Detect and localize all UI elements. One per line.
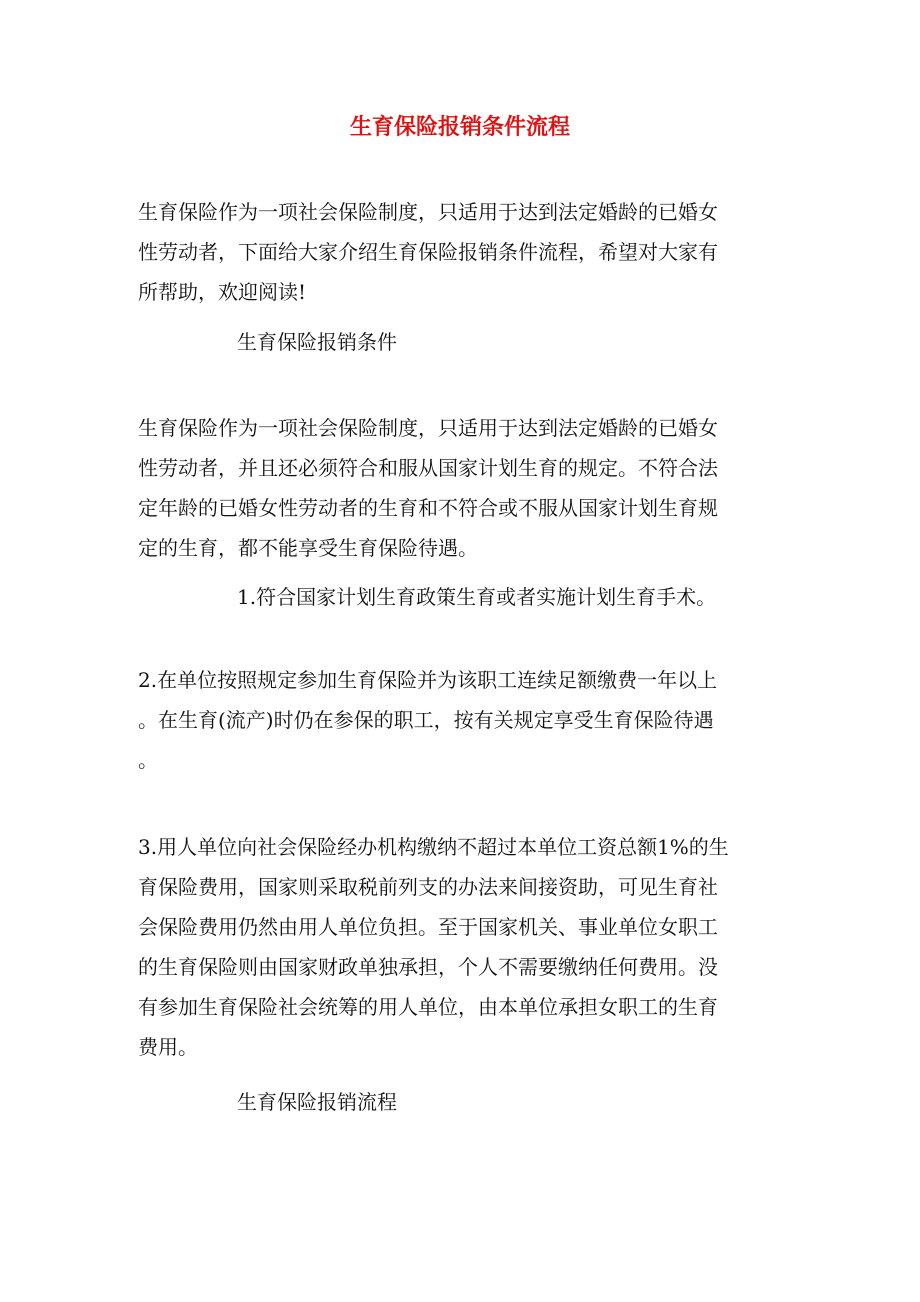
item3-line: 的生育保险则由国家财政单独承担，个人不需要缴纳任何费用。没 <box>138 955 718 979</box>
intro-line: 性劳动者，下面给大家介绍生育保险报销条件流程，希望对大家有 <box>138 240 718 264</box>
heading-process: 生育保险报销流程 <box>237 1090 397 1114</box>
condition-item-2 <box>138 660 778 780</box>
conditions-line: 定的生育，都不能享受生育保险待遇。 <box>138 536 478 560</box>
intro-line: 生育保险作为一项社会保险制度，只适用于达到法定婚龄的已婚女 <box>138 200 718 224</box>
intro-paragraph <box>138 192 778 312</box>
item3-line: 有参加生育保险社会统筹的用人单位，由本单位承担女职工的生育 <box>138 995 718 1019</box>
conditions-line: 定年龄的已婚女性劳动者的生育和不符合或不服从国家计划生育规 <box>138 496 718 520</box>
conditions-line: 性劳动者，并且还必须符合和服从国家计划生育的规定。不符合法 <box>138 456 718 480</box>
heading-conditions: 生育保险报销条件 <box>237 330 397 354</box>
item3-line: 费用。 <box>138 1035 198 1059</box>
conditions-paragraph <box>138 408 778 568</box>
condition-item-1: 1.符合国家计划生育政策生育或者实施计划生育手术。 <box>237 585 717 609</box>
conditions-line: 生育保险作为一项社会保险制度，只适用于达到法定婚龄的已婚女 <box>138 416 718 440</box>
item3-line: 会保险费用仍然由用人单位负担。至于国家机关、事业单位女职工 <box>138 915 718 939</box>
intro-line: 所帮助，欢迎阅读! <box>138 280 307 304</box>
item2-line: 。 <box>138 748 158 772</box>
condition-item-3 <box>138 827 778 1067</box>
item2-line: 2.在单位按照规定参加生育保险并为该职工连续足额缴费一年以上 <box>138 668 718 692</box>
item2-line: 。在生育(流产)时仍在参保的职工，按有关规定享受生育保险待遇 <box>138 708 714 732</box>
item3-line: 3.用人单位向社会保险经办机构缴纳不超过本单位工资总额1%的生 <box>138 835 729 859</box>
item3-line: 育保险费用，国家则采取税前列支的办法来间接资助，可见生育社 <box>138 875 718 899</box>
document-title: 生育保险报销条件流程 <box>349 114 570 140</box>
